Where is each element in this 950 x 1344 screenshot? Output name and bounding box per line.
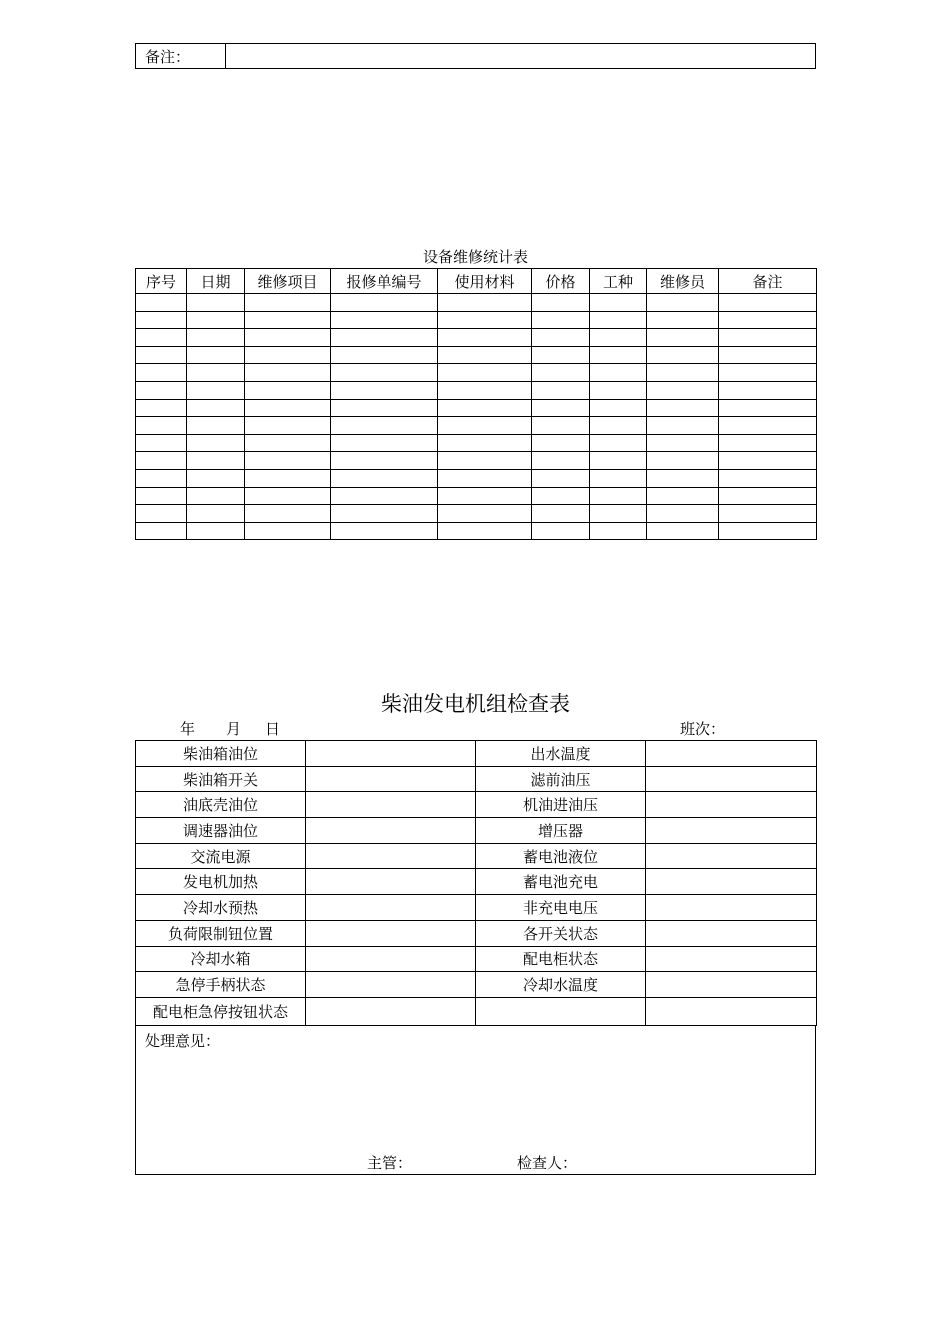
table-cell[interactable] <box>719 329 817 347</box>
table-cell[interactable] <box>532 452 590 470</box>
table-cell[interactable] <box>245 294 331 312</box>
table-row <box>136 522 817 540</box>
table-cell[interactable] <box>590 469 647 487</box>
table-cell[interactable] <box>532 469 590 487</box>
day-label: 日 <box>265 720 281 738</box>
opinion-label: 处理意见： <box>145 1032 221 1050</box>
table-cell[interactable] <box>331 346 438 364</box>
table-cell[interactable] <box>719 346 817 364</box>
table-cell[interactable] <box>245 487 331 505</box>
check-item-label: 出水温度 <box>476 741 646 767</box>
opinion-box[interactable] <box>135 1026 816 1175</box>
table-cell[interactable] <box>136 505 187 523</box>
table-cell[interactable] <box>719 434 817 452</box>
table-cell[interactable] <box>647 294 719 312</box>
check-item-label: 柴油箱油位 <box>136 741 306 767</box>
table-cell[interactable] <box>331 329 438 347</box>
table-cell[interactable] <box>438 294 532 312</box>
col-technician: 维修员 <box>647 269 719 294</box>
check-item-value[interactable] <box>306 741 476 767</box>
table-cell[interactable] <box>719 311 817 329</box>
check-item-value[interactable] <box>306 895 476 921</box>
table-cell[interactable] <box>532 381 590 399</box>
table-cell[interactable] <box>590 434 647 452</box>
table-cell[interactable] <box>331 434 438 452</box>
check-item-value[interactable] <box>306 972 476 998</box>
table-row <box>136 329 817 347</box>
table-cell[interactable] <box>532 399 590 417</box>
table-cell[interactable] <box>187 381 245 399</box>
table-cell[interactable] <box>136 487 187 505</box>
table-cell[interactable] <box>331 399 438 417</box>
table-row <box>136 364 817 382</box>
table-row <box>136 452 817 470</box>
remark-field[interactable] <box>226 44 816 69</box>
check-item-value[interactable] <box>646 997 817 1025</box>
check-item-value[interactable] <box>306 766 476 792</box>
table-cell[interactable] <box>647 487 719 505</box>
table-cell[interactable] <box>187 399 245 417</box>
table-cell[interactable] <box>438 381 532 399</box>
check-item-label: 急停手柄状态 <box>136 972 306 998</box>
table-cell[interactable] <box>438 487 532 505</box>
table-cell[interactable] <box>438 469 532 487</box>
table-cell[interactable] <box>187 487 245 505</box>
check-item-label: 非充电电压 <box>476 895 646 921</box>
check-item-label: 发电机加热 <box>136 869 306 895</box>
table-cell[interactable] <box>136 434 187 452</box>
table-cell[interactable] <box>187 522 245 540</box>
table-cell[interactable] <box>245 417 331 435</box>
col-materials: 使用材料 <box>438 269 532 294</box>
check-item-label: 冷却水预热 <box>136 895 306 921</box>
check-item-value[interactable] <box>306 920 476 946</box>
check-item-label: 各开关状态 <box>476 920 646 946</box>
table-cell[interactable] <box>331 311 438 329</box>
table-cell[interactable] <box>590 417 647 435</box>
table-row <box>136 311 817 329</box>
table-cell[interactable] <box>647 469 719 487</box>
check-item-label: 蓄电池液位 <box>476 843 646 869</box>
table-cell[interactable] <box>438 346 532 364</box>
table-cell[interactable] <box>331 294 438 312</box>
year-label: 年 <box>180 720 196 738</box>
table-cell[interactable] <box>719 399 817 417</box>
table-cell[interactable] <box>187 311 245 329</box>
table-cell[interactable] <box>136 469 187 487</box>
table-cell[interactable] <box>187 329 245 347</box>
check-row <box>136 869 817 895</box>
table-row <box>136 294 817 312</box>
table-cell[interactable] <box>136 294 187 312</box>
check-row <box>136 920 817 946</box>
check-row <box>136 946 817 972</box>
month-label: 月 <box>226 720 242 738</box>
stats-table <box>135 268 817 540</box>
check-item-value[interactable] <box>306 843 476 869</box>
table-cell[interactable] <box>590 346 647 364</box>
table-cell[interactable] <box>331 417 438 435</box>
table-cell[interactable] <box>532 329 590 347</box>
table-cell[interactable] <box>331 487 438 505</box>
table-cell[interactable] <box>187 364 245 382</box>
col-price: 价格 <box>532 269 590 294</box>
table-cell[interactable] <box>245 522 331 540</box>
table-cell[interactable] <box>647 452 719 470</box>
check-item-label: 配电柜急停按钮状态 <box>136 997 306 1025</box>
supervisor-label: 主管： <box>367 1154 413 1172</box>
table-cell[interactable] <box>438 417 532 435</box>
check-row <box>136 818 817 844</box>
table-cell[interactable] <box>532 346 590 364</box>
col-remarks: 备注 <box>719 269 817 294</box>
check-item-value[interactable] <box>646 895 817 921</box>
table-cell[interactable] <box>438 434 532 452</box>
check-item-label: 柴油箱开关 <box>136 766 306 792</box>
col-trade: 工种 <box>590 269 647 294</box>
remark-table <box>135 43 816 69</box>
check-item-value[interactable] <box>646 920 817 946</box>
table-row <box>136 346 817 364</box>
table-cell[interactable] <box>532 434 590 452</box>
check-item-label: 机油进油压 <box>476 792 646 818</box>
check-item-value[interactable] <box>646 869 817 895</box>
table-cell[interactable] <box>532 522 590 540</box>
table-cell[interactable] <box>590 364 647 382</box>
table-cell[interactable] <box>245 311 331 329</box>
table-cell[interactable] <box>719 522 817 540</box>
table-cell[interactable] <box>245 505 331 523</box>
table-cell[interactable] <box>136 329 187 347</box>
check-item-value[interactable] <box>646 741 817 767</box>
table-cell[interactable] <box>245 329 331 347</box>
shift-label: 班次： <box>680 720 726 738</box>
table-cell[interactable] <box>136 311 187 329</box>
table-cell[interactable] <box>590 329 647 347</box>
table-cell[interactable] <box>590 452 647 470</box>
check-item-label: 增压器 <box>476 818 646 844</box>
table-cell[interactable] <box>438 452 532 470</box>
table-cell[interactable] <box>136 452 187 470</box>
check-item-label: 调速器油位 <box>136 818 306 844</box>
table-cell[interactable] <box>187 294 245 312</box>
table-cell[interactable] <box>719 505 817 523</box>
table-cell[interactable] <box>647 346 719 364</box>
check-item-value[interactable] <box>646 792 817 818</box>
generator-title: 柴油发电机组检查表 <box>381 692 570 716</box>
table-cell[interactable] <box>136 364 187 382</box>
check-item-label: 蓄电池充电 <box>476 869 646 895</box>
table-cell[interactable] <box>438 311 532 329</box>
stats-header-row <box>136 269 817 294</box>
table-cell[interactable] <box>136 522 187 540</box>
check-row <box>136 895 817 921</box>
table-cell[interactable] <box>245 399 331 417</box>
col-ticket-no: 报修单编号 <box>331 269 438 294</box>
table-cell[interactable] <box>647 364 719 382</box>
check-item-label: 配电柜状态 <box>476 946 646 972</box>
table-cell[interactable] <box>331 522 438 540</box>
table-row <box>136 487 817 505</box>
table-cell[interactable] <box>136 346 187 364</box>
table-cell[interactable] <box>532 364 590 382</box>
table-cell[interactable] <box>532 505 590 523</box>
check-row <box>136 741 817 767</box>
table-cell[interactable] <box>187 434 245 452</box>
table-cell[interactable] <box>647 399 719 417</box>
table-row <box>136 381 817 399</box>
table-cell[interactable] <box>136 381 187 399</box>
check-item-value[interactable] <box>646 766 817 792</box>
table-cell[interactable] <box>245 452 331 470</box>
table-cell[interactable] <box>331 381 438 399</box>
check-item-value[interactable] <box>306 997 476 1025</box>
col-item: 维修项目 <box>245 269 331 294</box>
table-cell[interactable] <box>647 329 719 347</box>
table-cell[interactable] <box>590 505 647 523</box>
check-item-label: 冷却水箱 <box>136 946 306 972</box>
table-cell[interactable] <box>590 381 647 399</box>
table-row <box>136 434 817 452</box>
check-row <box>136 766 817 792</box>
check-item-label <box>476 997 646 1025</box>
table-cell[interactable] <box>719 364 817 382</box>
table-cell[interactable] <box>438 522 532 540</box>
check-item-value[interactable] <box>306 792 476 818</box>
remark-label: 备注： <box>136 44 226 69</box>
check-item-value[interactable] <box>306 818 476 844</box>
check-row <box>136 792 817 818</box>
table-row <box>136 399 817 417</box>
table-cell[interactable] <box>136 399 187 417</box>
table-cell[interactable] <box>647 522 719 540</box>
check-item-value[interactable] <box>646 818 817 844</box>
table-cell[interactable] <box>532 311 590 329</box>
table-cell[interactable] <box>438 505 532 523</box>
table-cell[interactable] <box>590 311 647 329</box>
table-cell[interactable] <box>136 417 187 435</box>
table-cell[interactable] <box>331 469 438 487</box>
table-cell[interactable] <box>719 469 817 487</box>
check-item-value[interactable] <box>646 972 817 998</box>
table-cell[interactable] <box>187 452 245 470</box>
table-row <box>136 505 817 523</box>
check-item-label: 冷却水温度 <box>476 972 646 998</box>
check-item-value[interactable] <box>306 869 476 895</box>
table-cell[interactable] <box>590 399 647 417</box>
check-item-label: 负荷限制钮位置 <box>136 920 306 946</box>
stats-title: 设备维修统计表 <box>422 248 528 266</box>
table-cell[interactable] <box>245 434 331 452</box>
table-cell[interactable] <box>331 364 438 382</box>
check-row <box>136 972 817 998</box>
table-cell[interactable] <box>532 417 590 435</box>
check-row <box>136 843 817 869</box>
check-row <box>136 997 817 1025</box>
table-cell[interactable] <box>245 346 331 364</box>
table-cell[interactable] <box>438 364 532 382</box>
table-cell[interactable] <box>719 452 817 470</box>
table-row <box>136 417 817 435</box>
check-item-value[interactable] <box>646 946 817 972</box>
check-item-label: 滤前油压 <box>476 766 646 792</box>
table-cell[interactable] <box>719 381 817 399</box>
check-item-value[interactable] <box>306 946 476 972</box>
table-cell[interactable] <box>647 417 719 435</box>
generator-check-table <box>135 740 817 1026</box>
check-item-label: 油底壳油位 <box>136 792 306 818</box>
table-cell[interactable] <box>647 434 719 452</box>
table-cell[interactable] <box>438 399 532 417</box>
table-cell[interactable] <box>719 487 817 505</box>
col-index: 序号 <box>136 269 187 294</box>
table-cell[interactable] <box>532 487 590 505</box>
table-row <box>136 469 817 487</box>
table-cell[interactable] <box>187 469 245 487</box>
table-cell[interactable] <box>438 329 532 347</box>
table-cell[interactable] <box>331 452 438 470</box>
table-cell[interactable] <box>719 294 817 312</box>
table-cell[interactable] <box>532 294 590 312</box>
table-cell[interactable] <box>647 381 719 399</box>
table-cell[interactable] <box>590 487 647 505</box>
table-cell[interactable] <box>245 364 331 382</box>
col-date: 日期 <box>187 269 245 294</box>
table-cell[interactable] <box>187 346 245 364</box>
table-cell[interactable] <box>187 417 245 435</box>
check-item-value[interactable] <box>646 843 817 869</box>
date-line <box>135 718 816 738</box>
check-item-label: 交流电源 <box>136 843 306 869</box>
table-cell[interactable] <box>647 311 719 329</box>
table-cell[interactable] <box>719 417 817 435</box>
table-cell[interactable] <box>245 469 331 487</box>
table-cell[interactable] <box>245 381 331 399</box>
inspector-label: 检查人： <box>517 1154 578 1172</box>
table-cell[interactable] <box>647 505 719 523</box>
table-cell[interactable] <box>590 522 647 540</box>
table-cell[interactable] <box>331 505 438 523</box>
table-cell[interactable] <box>590 294 647 312</box>
table-cell[interactable] <box>187 505 245 523</box>
